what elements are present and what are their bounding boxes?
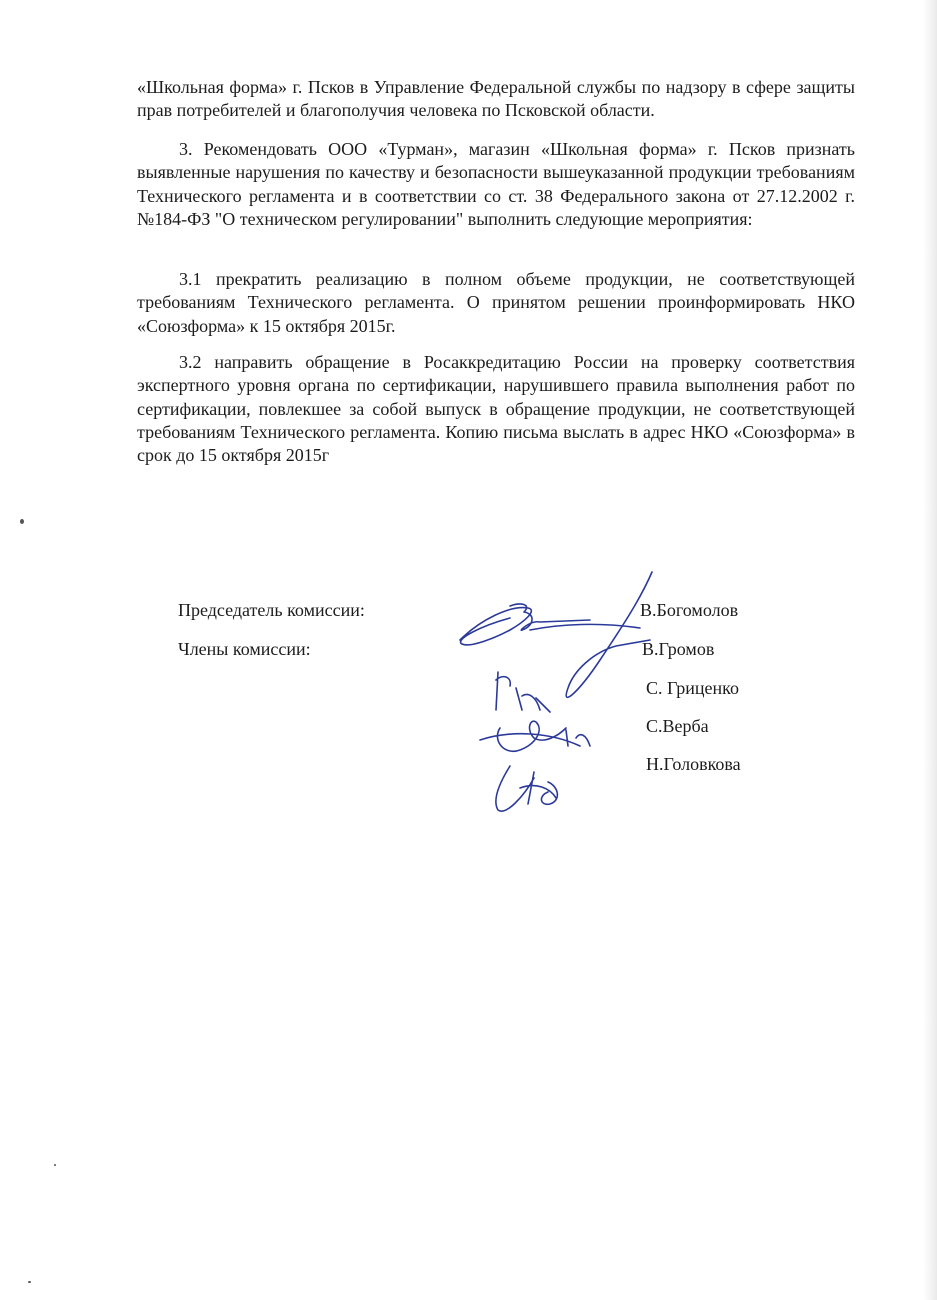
chair-name: В.Богомолов: [640, 600, 739, 620]
member-name: С. Гриценко: [646, 678, 739, 698]
member-name: С.Верба: [646, 716, 709, 736]
paragraph-text: 3.1 прекратить реализацию в полном объеме продукции, не соответствующей требованиям Технического регламента. О принятом решении проинформировать НКО «Союзформа» к 15 октября 2015г.: [137, 269, 855, 336]
paragraph-text: 3.2 направить обращение в Росаккредитацию России на проверку соответствия экспертного уровня органа по сертификации, нарушившего правила выполнения работ по сертификации, повлекшее за собой выпуск в обращение продукции, не соответствующей требованиям Технического регламента. Копию письма выслать в адрес НКО «Союзформа» в срок до 15 октября 2015г: [137, 352, 855, 466]
member-name: В.Громов: [642, 639, 715, 659]
scan-shadow-edge: [923, 0, 937, 1300]
scan-speck: [20, 519, 24, 524]
paragraph-text: 3. Рекомендовать ООО «Турман», магазин «Школьная форма» г. Псков признать выявленные нарушения по качеству и безопасности вышеуказанной продукции требованиям Технического регламента и в соответствии со ст. 38 Федерального закона от 27.12.2002 г. №184-ФЗ "О техническом регулировании" выполнить следующие мероприятия:: [137, 139, 855, 229]
chair-label: Председатель комиссии:: [178, 600, 365, 620]
scan-speck: [54, 1164, 56, 1166]
scan-speck: [28, 1281, 31, 1283]
member-name: Н.Головкова: [646, 754, 741, 774]
paragraph-text: «Школьная форма» г. Псков в Управление Федеральной службы по надзору в сфере защиты прав потребителей и благополучия человека по Псковской области.: [137, 77, 855, 121]
members-label: Члены комиссии:: [178, 639, 311, 659]
paragraph-item-3-1: [137, 268, 855, 338]
paragraph-continuation: [137, 76, 855, 123]
paragraph-item-3-2: [137, 351, 855, 467]
paragraph-item-3: [137, 138, 855, 231]
